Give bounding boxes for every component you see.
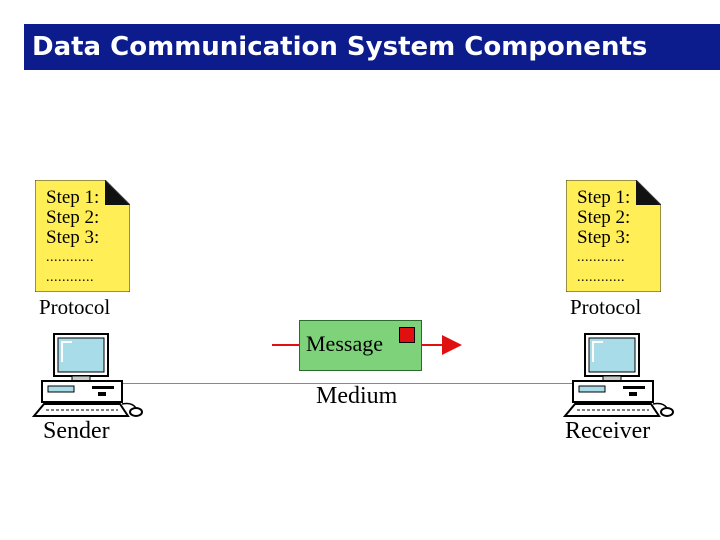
protocol-label-right: Protocol [570,295,642,319]
receiver-computer-icon [563,332,677,418]
protocol-dots-line: ............ [577,250,625,265]
sender-label: Sender [43,418,110,444]
medium-label: Medium [316,383,398,409]
slide-title: Data Communication System Components [24,24,720,70]
protocol-step-line: Step 1: [577,187,631,208]
protocol-step-line: Step 3: [46,227,100,248]
protocol-step-line: Step 3: [577,227,631,248]
protocol-dots-line: ............ [46,270,94,285]
protocol-step-line: Step 2: [46,207,100,228]
protocol-step-line: Step 2: [577,207,631,228]
message-box [299,320,422,371]
message-marker [399,327,415,343]
receiver-label: Receiver [565,418,651,444]
protocol-step-line: Step 1: [46,187,100,208]
protocol-dots-line: ............ [577,270,625,285]
protocol-dots-line: ............ [46,250,94,265]
message-label: Message [306,331,383,356]
sender-computer-icon [32,332,146,418]
protocol-label-left: Protocol [39,295,111,319]
